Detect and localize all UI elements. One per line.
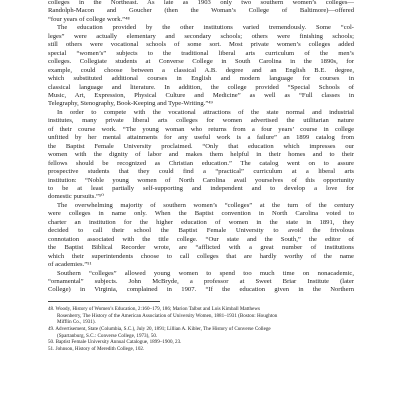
footnotes — [48, 306, 354, 353]
text-line: charter an institution for the higher education of women in the state in 1891, they — [48, 218, 354, 226]
text-line: special “women’s” subjects to the traditional liberal arts curriculum of the men’s — [48, 49, 354, 57]
text-line: colleges in the Northeast. As late as 1903 only two southern women’s colleges— — [48, 0, 354, 6]
text-line: colleges. Collegiate students at Converse College in South Carolina in the 1890s, for — [48, 58, 354, 66]
paragraph — [48, 202, 354, 270]
paragraph — [48, 24, 354, 109]
text-line: decided to call their school the Baptist Female University to avoid the frivolous — [48, 227, 354, 235]
footnote-line: 48. Woody, History of Women’s Education, 2:160–179, 186; Marion Talbot and Lois Kimball Matthews — [48, 305, 260, 312]
text-line: Southern “colleges” allowed young women to spend too much time on nonacademic, — [57, 269, 354, 277]
text-line: which their superintendents choose to call colleges that are hardly worthy of the name — [48, 252, 354, 260]
footnote-line: 50. Baptist Female University Annual Catalogue, 1899–1900, 23. — [48, 339, 182, 346]
text-line: women with the dignity of labor and makes them helpful in their homes and to their — [48, 151, 354, 159]
paragraph — [48, 270, 354, 295]
text-line: leges” were actually elementary and secondary schools; others were finishing schools; — [48, 32, 354, 40]
text-line: of their course work. “The young woman who returns from a four years’ course in college — [48, 125, 354, 133]
text-line: Randolph-Macon and Goucher (then the Woman’s College of Baltimore)—offered — [48, 7, 354, 15]
paragraph — [48, 109, 354, 202]
book-page — [48, 0, 354, 353]
text-line: College) in Virginia, complained in 1907. “If the education given in the Northern — [48, 286, 354, 294]
text-line: classical language and literature. In addition, the college provided “Special Schools of — [48, 83, 354, 91]
footnote-line: 51. Johnson, History of Meredith College, 102. — [48, 345, 145, 352]
footnote — [48, 346, 354, 353]
footnote — [48, 326, 354, 339]
paragraph — [48, 0, 354, 24]
text-line: to be at least partially self-supporting and independent and to develop a love for — [48, 184, 354, 192]
text-line: In order to compete with the vocational attractions of the state normal and industrial — [57, 108, 354, 116]
text-line: the Baptist Biblical Recorder wrote, are “afflicted with a great number of institutions — [48, 244, 354, 252]
text-line: connotation associated with the title college. “Our state and the South,” the editor of — [48, 235, 354, 243]
text-line: domestic pursuits.”⁵⁰ — [48, 193, 104, 201]
text-line: The education provided by the other institutions varied tremendously. Some “col- — [57, 24, 354, 32]
text-line: “four years of college work.”⁴⁸ — [48, 15, 130, 23]
body-text — [48, 0, 354, 295]
text-line: were colleges in name only. When the Baptist convention in North Carolina voted to — [48, 210, 354, 218]
footnote-line: Mifflin Co., 1931). — [57, 319, 96, 326]
text-line: institutes, many private liberal arts colleges for women advertised the utilitarian nature — [48, 117, 354, 125]
footnote — [48, 306, 354, 326]
text-line: “ornamental” subjects. John McBryde, a professor at Sweet Briar Institute (later — [48, 277, 354, 285]
text-line: The overwhelming majority of southern women’s “colleges” at the turn of the century — [57, 201, 354, 209]
text-line: Music, Art, Expression, Physical Culture and Medicine” as well as “Full classes in — [48, 91, 354, 99]
footnote — [48, 339, 354, 346]
text-line: the Baptist Female University proclaimed. “Only that education which impresses our — [48, 142, 354, 150]
text-line: example, could choose between a classical A.B. degree and an English B.E. degree, — [48, 66, 354, 74]
footnote-line: 49. Advertisement, State (Columbia, S.C.), July 20, 1891; Lillian A. Kibler, The History of Converse College — [48, 325, 271, 332]
text-line: institution: “Noble young women of North Carolina avail yourselves of this opportunity — [48, 176, 354, 184]
text-line: still others were vocational schools of some sort. Most private women’s colleges added — [48, 41, 354, 49]
text-line: unfitted by her mental attainments for any useful work is a failure” an 1899 catalog from — [48, 134, 354, 142]
footnote-line: (Spartanburg, S.C.: Converse College, 1973), 50. — [57, 332, 158, 339]
text-line: prospective students that they could find a “practical” curriculum at a liberal arts — [48, 168, 354, 176]
text-line: which substituted additional courses in English and modern language for courses in — [48, 75, 354, 83]
footnote-line: Rosenberry, The History of the American Association of University Women, 1881–1931 (Boston: Houghton — [57, 312, 278, 319]
text-line: of academies.”⁵¹ — [48, 261, 92, 269]
text-line: Telegraphy, Stenography, Book-Keeping and Type-Writing.”⁴⁹ — [48, 100, 213, 108]
text-line: fellows should be recognized as Christian education.” The catalog went on to assure — [48, 159, 354, 167]
footnote-divider — [48, 301, 160, 302]
